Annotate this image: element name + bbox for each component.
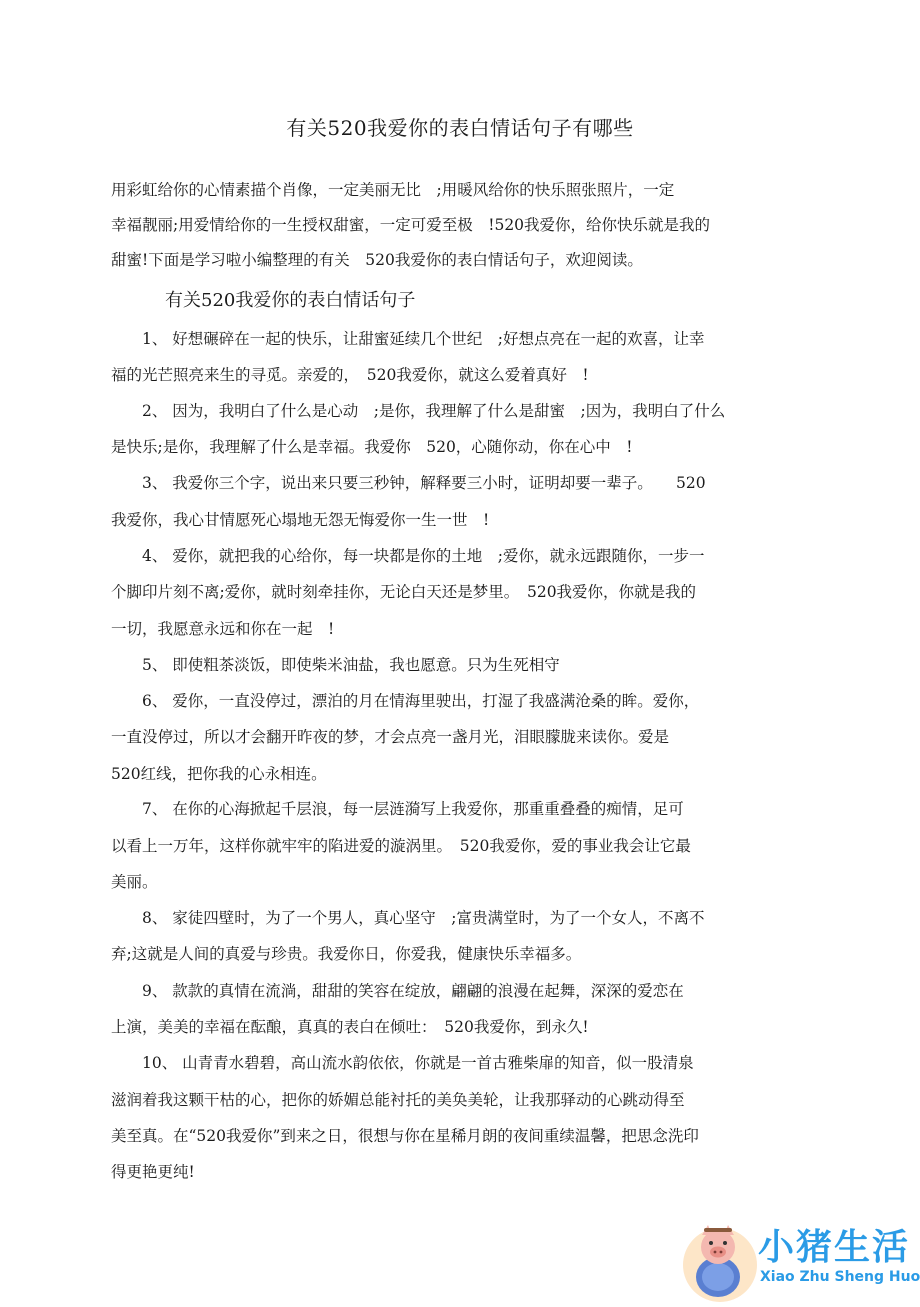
intro-line: 甜蜜!下面是学习啦小编整理的有关 520我爱你的表白情话句子，欢迎阅读。 <box>111 251 643 269</box>
section-subtitle: 有关520我爱你的表白情话句子 <box>165 290 416 311</box>
document-title: 有关520我爱你的表白情话句子有哪些 <box>286 116 634 140</box>
intro-line: 用彩虹给你的心情素描个肖像，一定美丽无比 ;用暖风给你的快乐照张照片，一定 <box>111 181 675 199</box>
item-line: 滋润着我这颗干枯的心，把你的娇媚总能衬托的美奂美轮，让我那驿动的心跳动得至 <box>111 1091 685 1109</box>
pig-mascot-icon <box>680 1215 760 1303</box>
item-line: 以看上一万年，这样你就牢牢的陷进爱的漩涡里。 520我爱你，爱的事业我会让它最 <box>111 837 691 855</box>
item-line: 5、 即使粗茶淡饭，即使柴米油盐，我也愿意。只为生死相守 <box>111 656 560 674</box>
item-line: 10、 山青青水碧碧，高山流水韵依依，你就是一首古雅柴扉的知音，似一股清泉 <box>111 1054 694 1072</box>
item-line: 1、 好想碾碎在一起的快乐，让甜蜜延续几个世纪 ;好想点亮在一起的欢喜，让幸 <box>111 330 705 348</box>
item-line: 一切，我愿意永远和你在一起 ! <box>111 620 335 638</box>
item-line: 上演，美美的幸福在酝酿，真真的表白在倾吐： 520我爱你，到永久! <box>111 1018 589 1036</box>
item-line: 我爱你，我心甘情愿死心塌地无怨无悔爱你一生一世 ! <box>111 511 490 529</box>
item-line: 4、 爱你，就把我的心给你，每一块都是你的土地 ;爱你，就永远跟随你，一步一 <box>111 547 705 565</box>
item-line: 得更艳更纯! <box>111 1163 195 1181</box>
item-line: 美至真。在“520我爱你”到来之日，很想与你在星稀月朗的夜间重续温馨，把思念洗印 <box>111 1127 699 1145</box>
item-line: 弃;这就是人间的真爱与珍贵。我爱你日，你爱我，健康快乐幸福多。 <box>111 945 582 963</box>
brand-logo <box>680 1215 920 1303</box>
item-line: 9、 款款的真情在流淌，甜甜的笑容在绽放，翩翩的浪漫在起舞，深深的爱恋在 <box>111 982 684 1000</box>
item-line: 7、 在你的心海掀起千层浪，每一层涟漪写上我爱你，那重重叠叠的痴情，足可 <box>111 800 684 818</box>
item-line: 520红线，把你我的心永相连。 <box>111 765 327 783</box>
item-line: 美丽。 <box>111 873 158 891</box>
item-line: 2、 因为，我明白了什么是心动 ;是你，我理解了什么是甜蜜 ;因为，我明白了什么 <box>111 402 726 420</box>
item-line: 一直没停过，所以才会翻开昨夜的梦，才会点亮一盏月光，泪眼朦胧来读你。爱是 <box>111 728 670 746</box>
item-line: 3、 我爱你三个字，说出来只要三秒钟，解释要三小时，证明却要一辈子。 520 <box>111 474 706 492</box>
item-line: 是快乐;是你，我理解了什么是幸福。我爱你 520，心随你动，你在心中 ! <box>111 438 633 456</box>
intro-line: 幸福靓丽;用爱情给你的一生授权甜蜜，一定可爱至极 !520我爱你，给你快乐就是我的 <box>111 216 711 234</box>
brand-name-cn: 小猪生活 <box>758 1227 911 1268</box>
brand-name-en: Xiao Zhu Sheng Huo <box>760 1269 920 1285</box>
item-line: 福的光芒照亮来生的寻觅。亲爱的， 520我爱你，就这么爱着真好 ! <box>111 366 589 384</box>
item-line: 8、 家徒四壁时，为了一个男人，真心坚守 ;富贵满堂时，为了一个女人，不离不 <box>111 909 705 927</box>
item-line: 6、 爱你，一直没停过，漂泊的月在情海里驶出，打湿了我盛满沧桑的眸。爱你， <box>111 692 700 710</box>
item-line: 个脚印片刻不离;爱你，就时刻牵挂你，无论白天还是梦里。 520我爱你，你就是我的 <box>111 583 697 601</box>
